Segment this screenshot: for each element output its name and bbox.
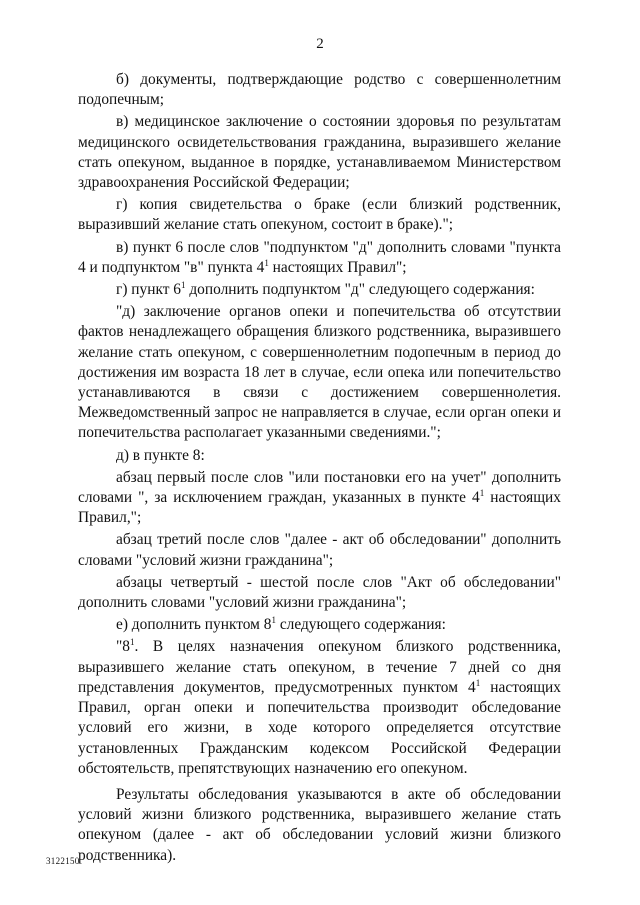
document-id: 3122150 [46, 856, 80, 866]
text-fragment: . В целях назначения опекуном близкого родственника, выразившего желание стать опекуном, в течение 7 дней со дня представления документов, предусмотренных пунктом 4 [78, 638, 561, 696]
superscript: 1 [129, 637, 135, 648]
page-number: 2 [316, 36, 324, 52]
text-fragment: настоящих Правил,"; [78, 489, 561, 527]
superscript: 1 [181, 279, 186, 290]
paragraph-first-abzac [78, 468, 561, 529]
text-fragment: настоящих Правил, орган опеки и попечительства производит обследование условий его жизни, в ходе которого определяется отсутствие установленных Гражданским кодексом Российской Федерации обстоятельств, препятствующих назначению его опекуном. [78, 678, 561, 777]
paragraph-v-point6 [78, 238, 561, 278]
paragraph-d-conclusion: "д) заключение органов опеки и попечительства об отсутствии фактов ненадлежащего обращения близкого родственника, выразившего желание стать опекуном, с совершеннолетним подопечным в период до достижения им возраста 18 лет в случае, если опека или попечительство устанавливаются в связи с достижением совершеннолетия. Межведомственный запрос не направляется в случае, если орган опеки и попечительства располагает указанными сведениями."; [78, 303, 561, 442]
text-fragment: в) пункт 6 после слов "подпунктом "д" дополнить словами "пункта 4 и подпунктом "в" пункта 4 [78, 238, 561, 276]
superscript: 1 [264, 257, 269, 268]
document-body [78, 70, 561, 866]
paragraph-b-documents: б) документы, подтверждающие родство с совершеннолетним подопечным; [78, 71, 561, 109]
paragraph-d-point8: д) в пункте 8: [116, 446, 205, 464]
text-fragment: абзац первый после слов "или постановки его на учет" дополнить словами ", за исключением граждан, указанных в пункте 4 [78, 468, 561, 507]
paragraph-results: Результаты обследования указываются в акте об обследовании условий жизни близкого родственника, выразившего желание стать опекуном (далее - акт об обследовании условий жизни близкого родственника). [78, 785, 561, 864]
paragraph-fourth-sixth-abzac: абзацы четвертый - шестой после слов "Акт об обследовании" дополнить словами "условий жизни гражданина"; [78, 573, 561, 612]
text-fragment: г) пункт 6 [116, 281, 181, 299]
paragraph-v-medical: в) медицинское заключение о состоянии здоровья по результатам медицинского освидетельствования гражданина, выразившего желание стать опекуном, выданное в порядке, устанавливаемом Министерством здравоохранения Российской Федерации; [78, 113, 561, 192]
text-fragment: следующего содержания: [275, 616, 446, 634]
text-fragment: настоящих Правил"; [268, 258, 407, 276]
paragraph-g-marriage: г) копия свидетельства о браке (если близкий родственник, выразивший желание стать опекуном, состоит в браке)."; [78, 196, 561, 234]
text-fragment: дополнить подпунктом "д" следующего содержания: [185, 281, 535, 299]
text-fragment: е) дополнить пунктом 8 [116, 616, 272, 634]
superscript: 1 [271, 615, 276, 626]
paragraph-third-abzac: абзац третий после слов "далее - акт об обследовании" дополнить словами "условий жизни гражданина"; [78, 531, 561, 569]
text-fragment: "8 [116, 638, 130, 656]
paragraph-g-point6-1 [78, 280, 561, 300]
paragraph-point8-1-text [78, 637, 561, 778]
superscript: 1 [479, 487, 485, 498]
paragraph-e-point8-1 [78, 615, 561, 635]
superscript: 1 [475, 677, 481, 688]
